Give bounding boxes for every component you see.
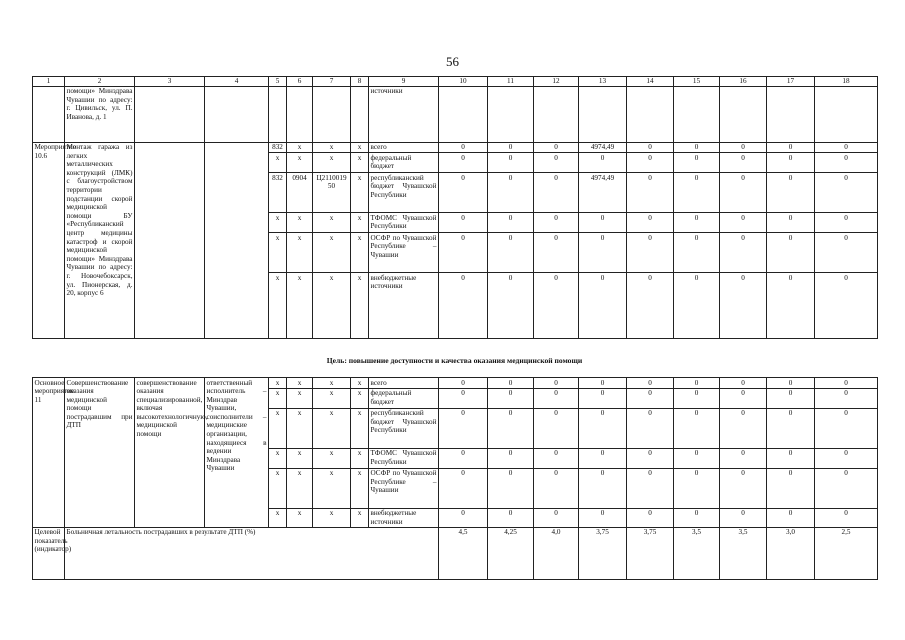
amount-cell: 0 bbox=[720, 273, 767, 339]
amount-cell: 0 bbox=[534, 448, 579, 468]
amount-cell: 0 bbox=[488, 378, 534, 389]
amount-cell: 0 bbox=[627, 173, 674, 213]
amount-cell: 0 bbox=[674, 213, 720, 233]
budget-row bbox=[33, 142, 878, 153]
amount-cell: 0 bbox=[579, 448, 627, 468]
amount-cell: 0 bbox=[767, 213, 815, 233]
amount-cell: 0 bbox=[439, 233, 488, 273]
amount-cell: 0 bbox=[720, 388, 767, 408]
amount-cell: 0 bbox=[767, 273, 815, 339]
header-cell: 9 bbox=[369, 77, 439, 87]
header-cell: 15 bbox=[674, 77, 720, 87]
amount-cell: 0 bbox=[579, 408, 627, 448]
amount-cell: 0 bbox=[534, 213, 579, 233]
amount-cell: 0 bbox=[815, 213, 878, 233]
funding-source: ОСФР по Чувашской Республике – Чувашии bbox=[369, 468, 439, 508]
amount-cell: 0 bbox=[488, 153, 534, 173]
amount-cell: 0 bbox=[579, 213, 627, 233]
amount-cell: 0 bbox=[815, 378, 878, 389]
code-cell: x bbox=[269, 508, 287, 527]
code-cell: x bbox=[287, 468, 313, 508]
header-cell: 14 bbox=[627, 77, 674, 87]
funding-source: республиканский бюджет Чувашской Республики bbox=[369, 173, 439, 213]
amount-cell: 0 bbox=[627, 378, 674, 389]
amount-cell: 0 bbox=[720, 448, 767, 468]
amount-cell: 0 bbox=[579, 378, 627, 389]
code-cell: x bbox=[351, 213, 369, 233]
amount-cell: 0 bbox=[488, 173, 534, 213]
amount-cell: 0 bbox=[720, 213, 767, 233]
amount-cell: 0 bbox=[767, 233, 815, 273]
funding-source: внебюджетные источники bbox=[369, 508, 439, 527]
amount-cell: 0 bbox=[627, 233, 674, 273]
amount-cell: 0 bbox=[534, 508, 579, 527]
measure-10-6-block bbox=[33, 142, 878, 339]
amount-cell: 0 bbox=[674, 233, 720, 273]
amount-cell: 0 bbox=[815, 448, 878, 468]
measure-c4 bbox=[205, 142, 269, 339]
amount-cell: 0 bbox=[674, 173, 720, 213]
amount-cell: 0 bbox=[439, 142, 488, 153]
code-cell: 832 bbox=[269, 142, 287, 153]
code-cell: x bbox=[287, 273, 313, 339]
code-cell: x bbox=[313, 508, 351, 527]
funding-source: ТФОМС Чувашской Республики bbox=[369, 213, 439, 233]
indicator-value: 4,25 bbox=[488, 527, 534, 579]
amount-cell: 0 bbox=[720, 233, 767, 273]
code-cell: x bbox=[351, 388, 369, 408]
amount-cell: 0 bbox=[534, 273, 579, 339]
amount-cell: 0 bbox=[439, 378, 488, 389]
amount-cell: 0 bbox=[488, 448, 534, 468]
amount-cell: 0 bbox=[439, 173, 488, 213]
header-cell: 2 bbox=[65, 77, 135, 87]
measure-c1: Основное мероприятие 11 bbox=[33, 378, 65, 528]
measure-c1: Мероприятие 10.6 bbox=[33, 142, 65, 339]
header-cell: 18 bbox=[815, 77, 878, 87]
indicator-value: 3,75 bbox=[579, 527, 627, 579]
code-cell: x bbox=[269, 408, 287, 448]
amount-cell: 0 bbox=[815, 468, 878, 508]
amount-cell: 0 bbox=[627, 468, 674, 508]
code-cell: x bbox=[287, 508, 313, 527]
code-cell: x bbox=[351, 233, 369, 273]
code-cell: x bbox=[287, 448, 313, 468]
code-cell: Ц2110019 50 bbox=[313, 173, 351, 213]
amount-cell: 0 bbox=[488, 233, 534, 273]
code-cell: x bbox=[351, 448, 369, 468]
amount-cell: 0 bbox=[488, 273, 534, 339]
header-cell: 10 bbox=[439, 77, 488, 87]
code-cell: x bbox=[287, 153, 313, 173]
amount-cell: 0 bbox=[674, 448, 720, 468]
amount-cell: 0 bbox=[579, 233, 627, 273]
amount-cell: 0 bbox=[488, 408, 534, 448]
amount-cell: 0 bbox=[720, 508, 767, 527]
amount-cell: 0 bbox=[767, 142, 815, 153]
goal-heading: Цель: повышение доступности и качества оказания медицинской помощи bbox=[326, 356, 583, 365]
indicator-value: 3,0 bbox=[767, 527, 815, 579]
amount-cell: 0 bbox=[579, 153, 627, 173]
amount-cell: 0 bbox=[534, 153, 579, 173]
measure-c2: Совершенствование оказания медицинской помощи пострадавшим при ДТП bbox=[65, 378, 135, 528]
amount-cell: 0 bbox=[627, 153, 674, 173]
amount-cell: 0 bbox=[488, 142, 534, 153]
amount-cell: 0 bbox=[439, 388, 488, 408]
code-cell: x bbox=[269, 388, 287, 408]
code-cell: x bbox=[313, 153, 351, 173]
code-cell: x bbox=[269, 468, 287, 508]
measure-c4: ответственный исполнитель – Минздрав Чувашии, соисполнители – медицинские организации, находящиеся в ведении Минздрава Чувашии bbox=[205, 378, 269, 528]
code-cell: x bbox=[287, 408, 313, 448]
header-cell: 4 bbox=[205, 77, 269, 87]
header-cell: 12 bbox=[534, 77, 579, 87]
amount-cell: 0 bbox=[720, 142, 767, 153]
amount-cell: 0 bbox=[674, 273, 720, 339]
code-cell: 0904 bbox=[287, 173, 313, 213]
code-cell: x bbox=[287, 378, 313, 389]
indicator-value: 3,5 bbox=[674, 527, 720, 579]
amount-cell: 0 bbox=[674, 408, 720, 448]
header-row bbox=[33, 77, 878, 87]
amount-cell: 0 bbox=[815, 173, 878, 213]
code-cell: x bbox=[269, 153, 287, 173]
amount-cell: 0 bbox=[534, 233, 579, 273]
continued-description: помощи» Минздрава Чувашии по адресу: г. Цивильск, ул. П. Иванова, д. 1 bbox=[65, 86, 135, 142]
code-cell: x bbox=[313, 213, 351, 233]
header-cell: 7 bbox=[313, 77, 351, 87]
amount-cell: 0 bbox=[674, 468, 720, 508]
indicator-value: 3,75 bbox=[627, 527, 674, 579]
code-cell: x bbox=[269, 233, 287, 273]
code-cell: x bbox=[313, 233, 351, 273]
code-cell: x bbox=[269, 378, 287, 389]
measure-c2: Монтаж гаража из легких металлических конструкций (ЛМК) с благоустройством территории подстанции скорой медицинской помощи БУ «Республиканский центр медицины катастроф и скорой медицинской помощи» Минздрава Чувашии по адресу: г. Новочебоксарск, ул. Пионерская, д. 20, корпус 6 bbox=[65, 142, 135, 339]
code-cell: x bbox=[313, 468, 351, 508]
amount-cell: 0 bbox=[815, 273, 878, 339]
amount-cell: 0 bbox=[534, 468, 579, 508]
budget-row bbox=[33, 378, 878, 389]
funding-source: внебюджетные источники bbox=[369, 273, 439, 339]
code-cell: x bbox=[313, 142, 351, 153]
amount-cell: 0 bbox=[815, 408, 878, 448]
budget-table-top bbox=[32, 76, 878, 339]
code-cell: x bbox=[351, 173, 369, 213]
amount-cell: 0 bbox=[534, 408, 579, 448]
code-cell: x bbox=[351, 378, 369, 389]
amount-cell: 0 bbox=[674, 153, 720, 173]
indicator-label: Целевой показатель (индикатор) bbox=[33, 527, 65, 579]
amount-cell: 0 bbox=[815, 233, 878, 273]
funding-source: федеральный бюджет bbox=[369, 153, 439, 173]
amount-cell: 0 bbox=[815, 142, 878, 153]
code-cell: x bbox=[287, 213, 313, 233]
funding-source: ТФОМС Чувашской Республики bbox=[369, 448, 439, 468]
amount-cell: 0 bbox=[439, 213, 488, 233]
code-cell: x bbox=[313, 378, 351, 389]
amount-cell: 0 bbox=[767, 448, 815, 468]
amount-cell: 0 bbox=[674, 508, 720, 527]
code-cell: x bbox=[269, 213, 287, 233]
amount-cell: 0 bbox=[439, 508, 488, 527]
code-cell: x bbox=[287, 388, 313, 408]
indicator-value: 3,5 bbox=[720, 527, 767, 579]
funding-source: федеральный бюджет bbox=[369, 388, 439, 408]
indicator-row bbox=[33, 527, 878, 579]
continued-source: источники bbox=[369, 86, 439, 142]
amount-cell: 0 bbox=[579, 468, 627, 508]
main-measure-11-block bbox=[33, 378, 878, 528]
amount-cell: 0 bbox=[534, 378, 579, 389]
amount-cell: 0 bbox=[767, 153, 815, 173]
header-cell: 3 bbox=[135, 77, 205, 87]
amount-cell: 0 bbox=[439, 153, 488, 173]
measure-c3 bbox=[135, 142, 205, 339]
code-cell: x bbox=[351, 142, 369, 153]
code-cell: x bbox=[313, 388, 351, 408]
continued-row bbox=[33, 86, 878, 142]
amount-cell: 0 bbox=[815, 153, 878, 173]
amount-cell: 4974,49 bbox=[579, 173, 627, 213]
funding-source: республиканский бюджет Чувашской Республики bbox=[369, 408, 439, 448]
header-cell: 11 bbox=[488, 77, 534, 87]
amount-cell: 0 bbox=[627, 408, 674, 448]
header-cell: 1 bbox=[33, 77, 65, 87]
amount-cell: 0 bbox=[534, 173, 579, 213]
amount-cell: 0 bbox=[674, 378, 720, 389]
amount-cell: 0 bbox=[579, 273, 627, 339]
amount-cell: 0 bbox=[767, 468, 815, 508]
amount-cell: 0 bbox=[534, 142, 579, 153]
amount-cell: 0 bbox=[720, 153, 767, 173]
indicator-text: Больничная летальность пострадавших в результате ДТП (%) bbox=[65, 527, 439, 579]
amount-cell: 0 bbox=[627, 273, 674, 339]
header-cell: 8 bbox=[351, 77, 369, 87]
code-cell: x bbox=[287, 142, 313, 153]
header-cell: 6 bbox=[287, 77, 313, 87]
amount-cell: 0 bbox=[815, 388, 878, 408]
amount-cell: 0 bbox=[488, 468, 534, 508]
code-cell: x bbox=[313, 408, 351, 448]
indicator-value: 4,0 bbox=[534, 527, 579, 579]
code-cell: x bbox=[351, 468, 369, 508]
amount-cell: 0 bbox=[720, 408, 767, 448]
indicator-value: 4,5 bbox=[439, 527, 488, 579]
funding-source: ОСФР по Чувашской Республике – Чувашии bbox=[369, 233, 439, 273]
amount-cell: 0 bbox=[627, 388, 674, 408]
code-cell: x bbox=[351, 273, 369, 339]
code-cell: x bbox=[351, 408, 369, 448]
amount-cell: 0 bbox=[767, 378, 815, 389]
code-cell: x bbox=[351, 153, 369, 173]
indicator-value: 2,5 bbox=[815, 527, 878, 579]
amount-cell: 0 bbox=[627, 448, 674, 468]
amount-cell: 0 bbox=[627, 142, 674, 153]
code-cell: x bbox=[351, 508, 369, 527]
funding-source: всего bbox=[369, 142, 439, 153]
header-cell: 5 bbox=[269, 77, 287, 87]
amount-cell: 0 bbox=[579, 388, 627, 408]
amount-cell: 0 bbox=[579, 508, 627, 527]
amount-cell: 0 bbox=[767, 508, 815, 527]
amount-cell: 0 bbox=[488, 213, 534, 233]
amount-cell: 0 bbox=[534, 388, 579, 408]
amount-cell: 0 bbox=[439, 408, 488, 448]
amount-cell: 0 bbox=[488, 508, 534, 527]
header-cell: 13 bbox=[579, 77, 627, 87]
amount-cell: 0 bbox=[767, 388, 815, 408]
code-cell: 832 bbox=[269, 173, 287, 213]
amount-cell: 0 bbox=[627, 508, 674, 527]
amount-cell: 0 bbox=[720, 378, 767, 389]
amount-cell: 0 bbox=[767, 408, 815, 448]
code-cell: x bbox=[313, 448, 351, 468]
amount-cell: 0 bbox=[439, 468, 488, 508]
amount-cell: 0 bbox=[439, 448, 488, 468]
amount-cell: 0 bbox=[439, 273, 488, 339]
code-cell: x bbox=[269, 448, 287, 468]
amount-cell: 0 bbox=[488, 388, 534, 408]
amount-cell: 0 bbox=[720, 173, 767, 213]
amount-cell: 0 bbox=[815, 508, 878, 527]
header-cell: 16 bbox=[720, 77, 767, 87]
amount-cell: 0 bbox=[674, 142, 720, 153]
measure-c3: совершенствование оказания специализированной, включая высокотехнологичную, медицинской помощи bbox=[135, 378, 205, 528]
amount-cell: 0 bbox=[767, 173, 815, 213]
amount-cell: 0 bbox=[720, 468, 767, 508]
code-cell: x bbox=[269, 273, 287, 339]
budget-table-bottom bbox=[32, 377, 878, 580]
header-cell: 17 bbox=[767, 77, 815, 87]
page-number: 56 bbox=[446, 54, 459, 69]
amount-cell: 0 bbox=[674, 388, 720, 408]
amount-cell: 4974,49 bbox=[579, 142, 627, 153]
funding-source: всего bbox=[369, 378, 439, 389]
code-cell: x bbox=[313, 273, 351, 339]
amount-cell: 0 bbox=[627, 213, 674, 233]
code-cell: x bbox=[287, 233, 313, 273]
